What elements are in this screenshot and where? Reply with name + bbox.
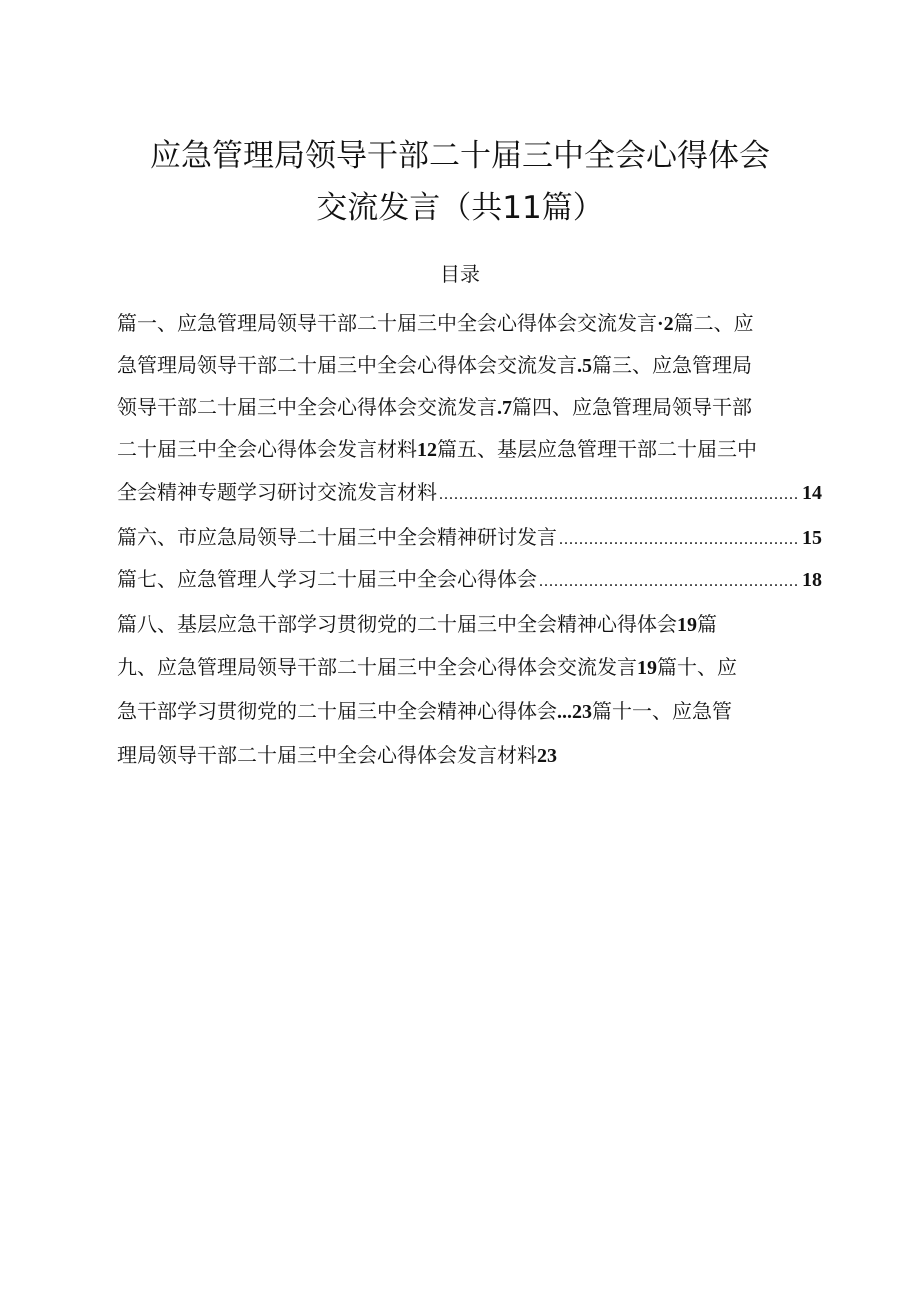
toc-page-number: ...23 xyxy=(557,701,592,723)
document-title-line-2: 交流发言（共11篇） xyxy=(316,190,604,226)
toc-entry-text: 篇十、应 xyxy=(657,655,737,679)
toc-entry-title: 篇七、应急管理人学习二十届三中全会心得体会 xyxy=(117,567,537,591)
toc-dot-leader xyxy=(439,481,800,509)
toc-line xyxy=(117,741,557,770)
toc-entry-text: 篇十一、应急管 xyxy=(592,699,732,723)
toc-entry-text: 篇 xyxy=(697,612,717,636)
toc-line xyxy=(117,653,737,682)
toc-line xyxy=(117,393,752,422)
toc-entry-title: 篇六、市应急局领导二十届三中全会精神研讨发言 xyxy=(117,525,557,549)
toc-page-number: 12 xyxy=(417,439,437,461)
toc-entry-text: 篇三、应急管理局 xyxy=(592,353,752,377)
toc-entry-title: 全会精神专题学习研讨交流发言材料 xyxy=(117,480,437,504)
toc-dot-leader xyxy=(539,568,800,596)
toc-page-number: .7 xyxy=(497,397,512,419)
toc-page-number: 19 xyxy=(637,657,657,679)
toc-page-number: 18 xyxy=(802,569,822,591)
toc-entry-text: 篇八、基层应急干部学习贯彻党的二十届三中全会精神心得体会 xyxy=(117,612,677,636)
toc-line xyxy=(117,309,754,338)
toc-line xyxy=(117,351,752,380)
toc-line xyxy=(117,523,822,554)
toc-entry-text: 理局领导干部二十届三中全会心得体会发言材料 xyxy=(117,743,537,767)
toc-page-number: 14 xyxy=(802,482,822,504)
toc-line xyxy=(117,435,757,464)
toc-heading: 目录 xyxy=(440,262,480,286)
document-title-line-1: 应急管理局领导干部二十届三中全会心得体会 xyxy=(150,138,770,174)
toc-entry-text: 二十届三中全会心得体会发言材料 xyxy=(117,437,417,461)
toc-page-number: ·2 xyxy=(657,313,674,335)
toc-line xyxy=(117,565,822,596)
toc-entry-text: 急管理局领导干部二十届三中全会心得体会交流发言 xyxy=(117,353,577,377)
toc-entry-text: 篇五、基层应急管理干部二十届三中 xyxy=(437,437,757,461)
toc-line xyxy=(117,478,822,509)
toc-entry-text: 篇四、应急管理局领导干部 xyxy=(512,395,752,419)
toc-page-number: 19 xyxy=(677,614,697,636)
toc-entry-text: 领导干部二十届三中全会心得体会交流发言 xyxy=(117,395,497,419)
toc-page-number: .5 xyxy=(577,355,592,377)
toc-entry-text: 急干部学习贯彻党的二十届三中全会精神心得体会 xyxy=(117,699,557,723)
toc-page-number: 23 xyxy=(537,745,557,767)
toc-entry-text: 篇一、应急管理局领导干部二十届三中全会心得体会交流发言 xyxy=(117,311,657,335)
toc-line xyxy=(117,610,717,639)
toc-dot-leader xyxy=(559,526,800,554)
toc-entry-text: 九、应急管理局领导干部二十届三中全会心得体会交流发言 xyxy=(117,655,637,679)
toc-line xyxy=(117,697,732,726)
toc-page-number: 15 xyxy=(802,527,822,549)
toc-entry-text: 篇二、应 xyxy=(673,311,754,335)
